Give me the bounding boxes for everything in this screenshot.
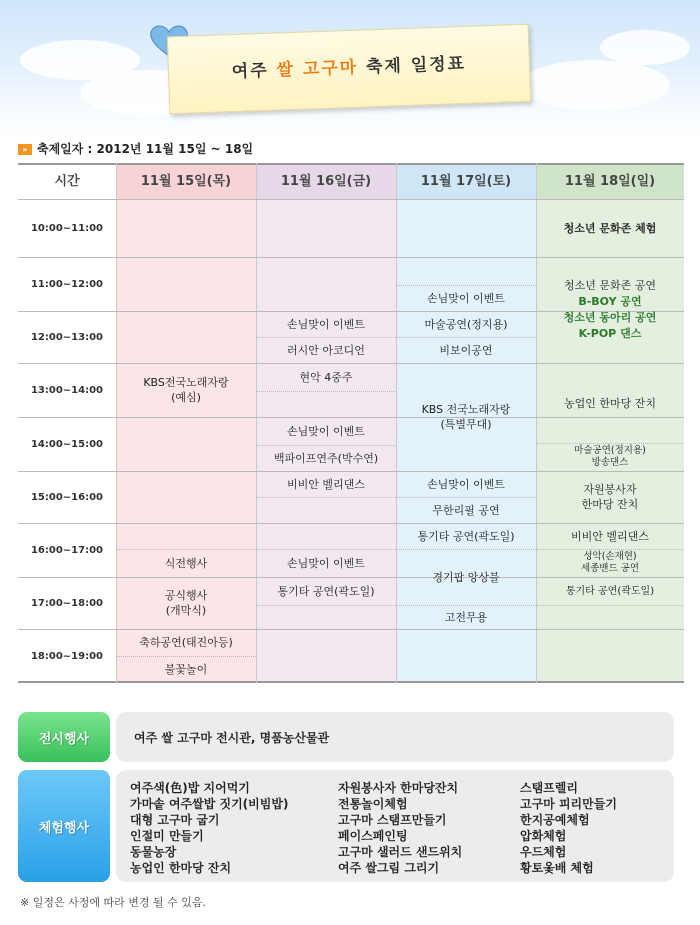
list-item: 페이스페인팅 [338, 829, 408, 843]
list-item: 인절미 만들기 [130, 829, 204, 843]
list-item: 가마솥 여주쌀밥 짓기(비빔밥) [130, 797, 289, 811]
time-slot: 16:00~17:00 [30, 544, 104, 556]
event-title: 청소년 문화존 공연 [563, 279, 656, 292]
event-cell [116, 577, 256, 629]
time-slot: 14:00~15:00 [30, 438, 104, 450]
header-day3: 11월 17일(토) [420, 173, 512, 189]
time-slot: 13:00~14:00 [30, 384, 104, 396]
event-cell: 고전무용 [444, 610, 488, 624]
event-title: 공식행사 [164, 589, 208, 602]
event-cell: 손님맞이 이벤트 [287, 317, 365, 331]
slot-divider [256, 391, 396, 392]
list-item: 황토옻배 체험 [520, 861, 594, 875]
time-slot: 11:00~12:00 [30, 278, 104, 290]
cloud-decoration [520, 60, 670, 110]
footnote: ※ 일정은 사정에 따라 변경 될 수 있음. [20, 896, 206, 909]
event-cell: 청소년 문화존 체험 [563, 221, 657, 235]
time-slot: 15:00~16:00 [30, 491, 104, 503]
event-title: 한마당 잔치 [581, 498, 639, 511]
list-item: 스탬프렐리 [520, 781, 578, 795]
time-slot: 18:00~19:00 [30, 650, 104, 662]
event-cell [116, 363, 256, 417]
title-prefix: 여주 [231, 60, 277, 83]
event-title: 방송댄스 [591, 457, 629, 468]
event-cell: 통기타 공연(곽도일) [565, 585, 655, 597]
header-day4: 11월 18일(일) [564, 173, 656, 189]
exhibition-text: 여주 쌀 고구마 전시관, 명품농산물관 [134, 730, 330, 745]
list-item: 농업인 한마당 잔치 [130, 861, 232, 875]
title-suffix: 축제 일정표 [357, 53, 467, 78]
event-cell: 손님맞이 이벤트 [427, 291, 505, 305]
header-time: 시간 [54, 173, 80, 189]
event-cell: 비보이공연 [439, 343, 493, 357]
event-cell: 축하공연(태진아등) [139, 636, 233, 649]
list-item: 한지공예체험 [520, 813, 590, 827]
time-slot: 10:00~11:00 [30, 222, 104, 234]
title-banner [167, 24, 532, 115]
event-title: KBS 전국노래자랑 [421, 403, 511, 416]
experience-column [520, 780, 617, 876]
experience-column [130, 780, 288, 876]
slot-divider [536, 605, 684, 606]
schedule-table [18, 163, 684, 683]
event-cell: 식전행사 [164, 556, 208, 570]
event-cell: 농업인 한마당 잔치 [563, 396, 656, 410]
exhibition-tag: 전시행사 [18, 712, 110, 762]
list-item: 전통놀이체험 [338, 797, 408, 811]
festival-date [18, 140, 253, 157]
event-title: 자원봉사자 [583, 483, 637, 496]
event-cell: 비비안 벨리댄스 [287, 477, 365, 491]
time-slot: 17:00~18:00 [30, 597, 104, 609]
double-chevron-icon: » [18, 144, 32, 155]
list-item: 고구마 샐러드 샌드위치 [338, 845, 463, 859]
header-day1: 11월 15일(목) [140, 173, 232, 189]
event-cell [536, 257, 684, 363]
cloud-decoration [600, 30, 690, 65]
header-day2: 11월 16일(금) [280, 173, 372, 189]
event-cell: 통기타 공연(곽도일) [417, 529, 515, 543]
list-item: 고구마 피리만들기 [520, 797, 617, 811]
event-cell: 통기타 공연(곽도일) [277, 584, 375, 598]
page-title [169, 47, 530, 85]
event-cell: 손님맞이 이벤트 [287, 556, 365, 570]
event-cell: 손님맞이 이벤트 [427, 477, 505, 491]
event-cell: 손님맞이 이벤트 [287, 424, 365, 438]
list-item: 동물농장 [130, 845, 177, 859]
slot-divider [256, 605, 396, 606]
list-item: 여주 쌀그림 그리기 [338, 861, 440, 875]
event-subtitle: (특별무대) [440, 418, 492, 431]
experience-box [116, 770, 674, 882]
event-cell [536, 443, 684, 471]
event-cell: 러시안 아코디언 [287, 343, 365, 357]
time-slot: 12:00~13:00 [30, 331, 104, 343]
event-cell [396, 363, 536, 471]
slot-divider [256, 497, 396, 498]
list-item: 압화체험 [520, 829, 567, 843]
event-cell: 마술공연(정지용) [424, 317, 508, 331]
experience-column [338, 780, 462, 876]
event-cell: 경기팝 앙상블 [432, 570, 500, 584]
list-item: 자원봉사자 한마당잔치 [338, 781, 459, 795]
event-title: K-POP 댄스 [578, 327, 642, 340]
festival-date-text: 축제일자 : 2012년 11월 15일 ~ 18일 [37, 142, 254, 156]
event-cell: 불꽃놀이 [164, 663, 208, 676]
event-title: 마술공연(정지용) [574, 445, 646, 456]
event-cell [536, 471, 684, 523]
event-cell: 무한리필 공연 [432, 503, 500, 517]
event-title: KBS전국노래자랑 [143, 376, 229, 389]
event-cell: 비비안 벨리댄스 [571, 529, 649, 543]
experience-tag: 체험행사 [18, 770, 110, 882]
event-cell: 백파이프연주(박수연) [273, 451, 379, 465]
exhibition-box [116, 712, 674, 762]
list-item: 여주색(色)밥 지어먹기 [130, 781, 250, 795]
event-title: 세종밴드 공연 [580, 563, 640, 574]
event-title: 성악(손재현) [583, 551, 637, 562]
list-item: 고구마 스탬프만들기 [338, 813, 447, 827]
title-accent: 쌀 고구마 [276, 57, 359, 81]
list-item: 대형 고구마 굽기 [130, 813, 220, 827]
event-cell [536, 549, 684, 577]
event-cell: 현악 4중주 [299, 370, 353, 384]
list-item: 우드체험 [520, 845, 567, 859]
event-title: B-BOY 공연 [578, 295, 642, 308]
event-title: 청소년 동아리 공연 [563, 311, 657, 324]
event-subtitle: (예심) [171, 391, 201, 404]
event-subtitle: (개막식) [165, 604, 207, 617]
